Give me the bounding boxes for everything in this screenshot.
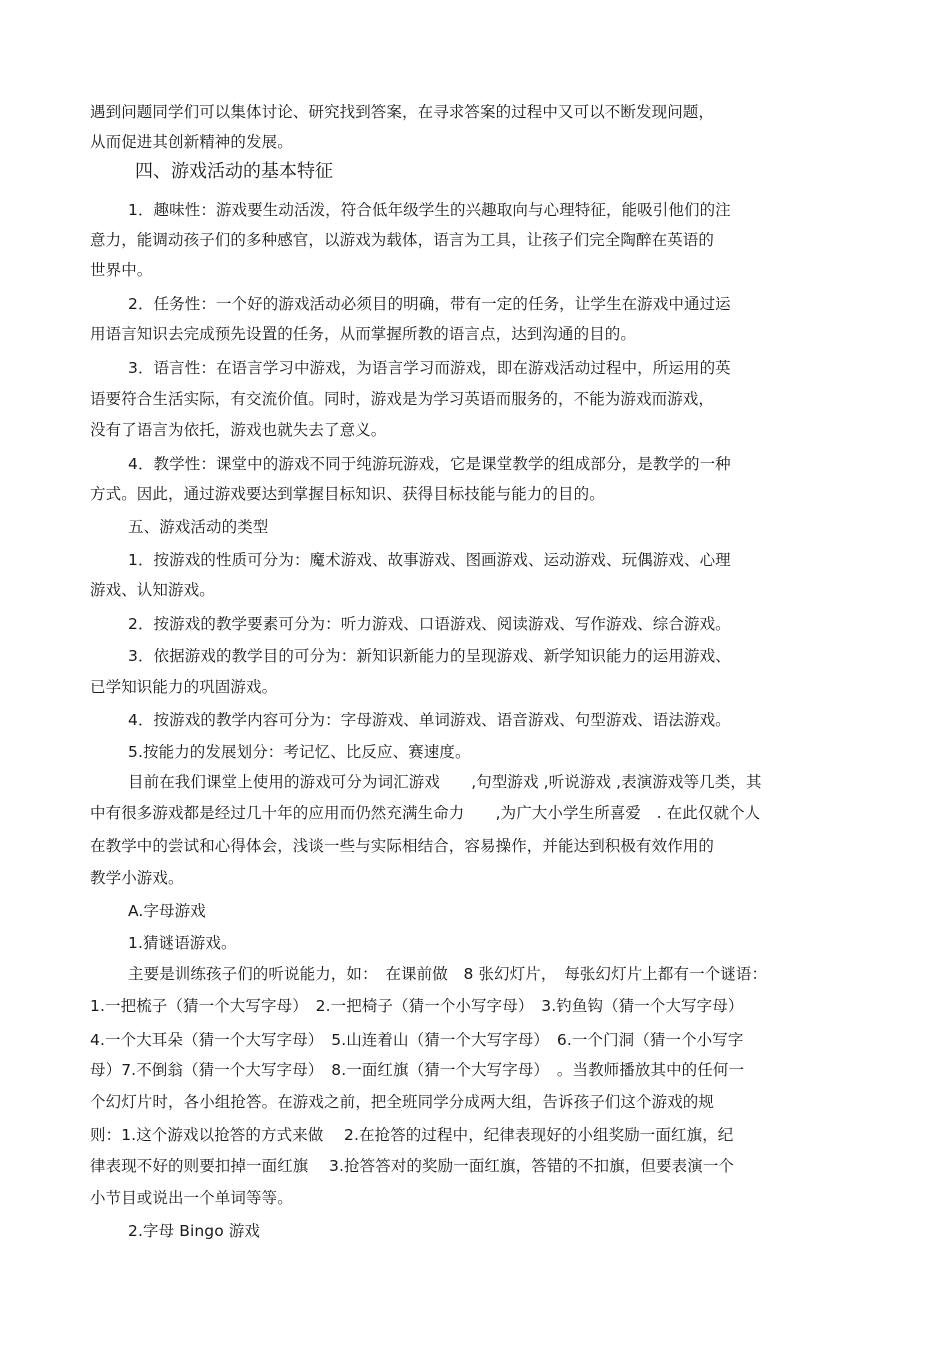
paragraph-line: 用语言知识去完成预先设置的任务，从而掌握所教的语言点，达到沟通的目的。	[90, 325, 637, 343]
paragraph-line: 个幻灯片时，各小组抢答。在游戏之前，把全班同学分成两大组，告诉孩子们这个游戏的规	[90, 1093, 715, 1111]
paragraph-line: 4．教学性：课堂中的游戏不同于纯游玩游戏，它是课堂教学的组成部分，是教学的一种	[128, 455, 731, 473]
subsection-item-1: 1.猜谜语游戏。	[128, 934, 237, 952]
paragraph-line: 方式。因此，通过游戏要达到掌握目标知识、获得目标技能与能力的目的。	[90, 485, 605, 503]
paragraph-line: 母）7.不倒翁（猜一个大写字母） 8.一面红旗（猜一个大写字母） 。当教师播放其中的任何一	[90, 1061, 745, 1079]
section-heading-4: 四、游戏活动的基本特征	[135, 161, 333, 182]
paragraph-line: 游戏、认知游戏。	[90, 581, 215, 599]
paragraph-line: 4.一个大耳朵（猜一个大写字母） 5.山连着山（猜一个大写字母） 6.一个门洞（猜一个小写字	[90, 1031, 744, 1049]
paragraph-line: 遇到问题同学们可以集体讨论、研究找到答案，在寻求答案的过程中又可以不断发现问题，	[90, 103, 715, 121]
paragraph-line: 从而促进其创新精神的发展。	[90, 133, 293, 151]
subsection-item-2: 2.字母 Bingo 游戏	[128, 1222, 261, 1240]
paragraph-line: 1．趣味性：游戏要生动活泼，符合低年级学生的兴趣取向与心理特征，能吸引他们的注	[128, 201, 731, 219]
paragraph-line: 语要符合生活实际，有交流价值。同时，游戏是为学习英语而服务的，不能为游戏而游戏，	[90, 390, 715, 408]
paragraph-line: 中有很多游戏都是经过几十年的应用而仍然充满生命力 ,为广大小学生所喜爱 . 在此仅就个人	[90, 804, 761, 822]
subsection-heading-a: A.字母游戏	[128, 902, 206, 920]
paragraph-line: 已学知识能力的巩固游戏。	[90, 678, 278, 696]
paragraph-line: 意力，能调动孩子们的多种感官，以游戏为载体，语言为工具，让孩子们完全陶醉在英语的	[90, 231, 715, 249]
paragraph-line: 没有了语言为依托，游戏也就失去了意义。	[90, 421, 387, 439]
paragraph-line: 4．按游戏的教学内容可分为：字母游戏、单词游戏、语音游戏、句型游戏、语法游戏。	[128, 711, 731, 729]
paragraph-line: 世界中。	[90, 261, 153, 279]
paragraph-line: 目前在我们课堂上使用的游戏可分为词汇游戏 ,句型游戏 ,听说游戏 ,表演游戏等几类，其	[128, 773, 762, 791]
paragraph-line: 5.按能力的发展划分：考记忆、比反应、赛速度。	[128, 743, 471, 761]
paragraph-line: 则：1.这个游戏以抢答的方式来做 2.在抢答的过程中，纪律表现好的小组奖励一面红旗，纪	[90, 1126, 734, 1144]
paragraph-line: 小节目或说出一个单词等等。	[90, 1189, 293, 1207]
paragraph-line: 在教学中的尝试和心得体会，浅谈一些与实际相结合，容易操作，并能达到积极有效作用的	[90, 837, 715, 855]
section-heading-5: 五、游戏活动的类型	[128, 518, 269, 536]
paragraph-line: 教学小游戏。	[90, 869, 184, 887]
paragraph-line: 3．依据游戏的教学目的可分为：新知识新能力的呈现游戏、新学知识能力的运用游戏、	[128, 647, 731, 665]
paragraph-line: 2．按游戏的教学要素可分为：听力游戏、口语游戏、阅读游戏、写作游戏、综合游戏。	[128, 615, 731, 633]
paragraph-line: 1．按游戏的性质可分为：魔术游戏、故事游戏、图画游戏、运动游戏、玩偶游戏、心理	[128, 551, 731, 569]
paragraph-line: 律表现不好的则要扣掉一面红旗 3.抢答答对的奖励一面红旗，答错的不扣旗，但要表演一个	[90, 1157, 735, 1175]
paragraph-line: 2．任务性：一个好的游戏活动必须目的明确，带有一定的任务，让学生在游戏中通过运	[128, 295, 731, 313]
paragraph-line: 3．语言性：在语言学习中游戏，为语言学习而游戏，即在游戏活动过程中，所运用的英	[128, 359, 731, 377]
paragraph-line: 1.一把梳子（猜一个大写字母） 2.一把椅子（猜一个小写字母） 3.钓鱼钩（猜一个大写字母）	[90, 997, 744, 1015]
paragraph-line: 主要是训练孩子们的听说能力，如： 在课前做 8 张幻灯片， 每张幻灯片上都有一个谜语：	[128, 965, 768, 983]
